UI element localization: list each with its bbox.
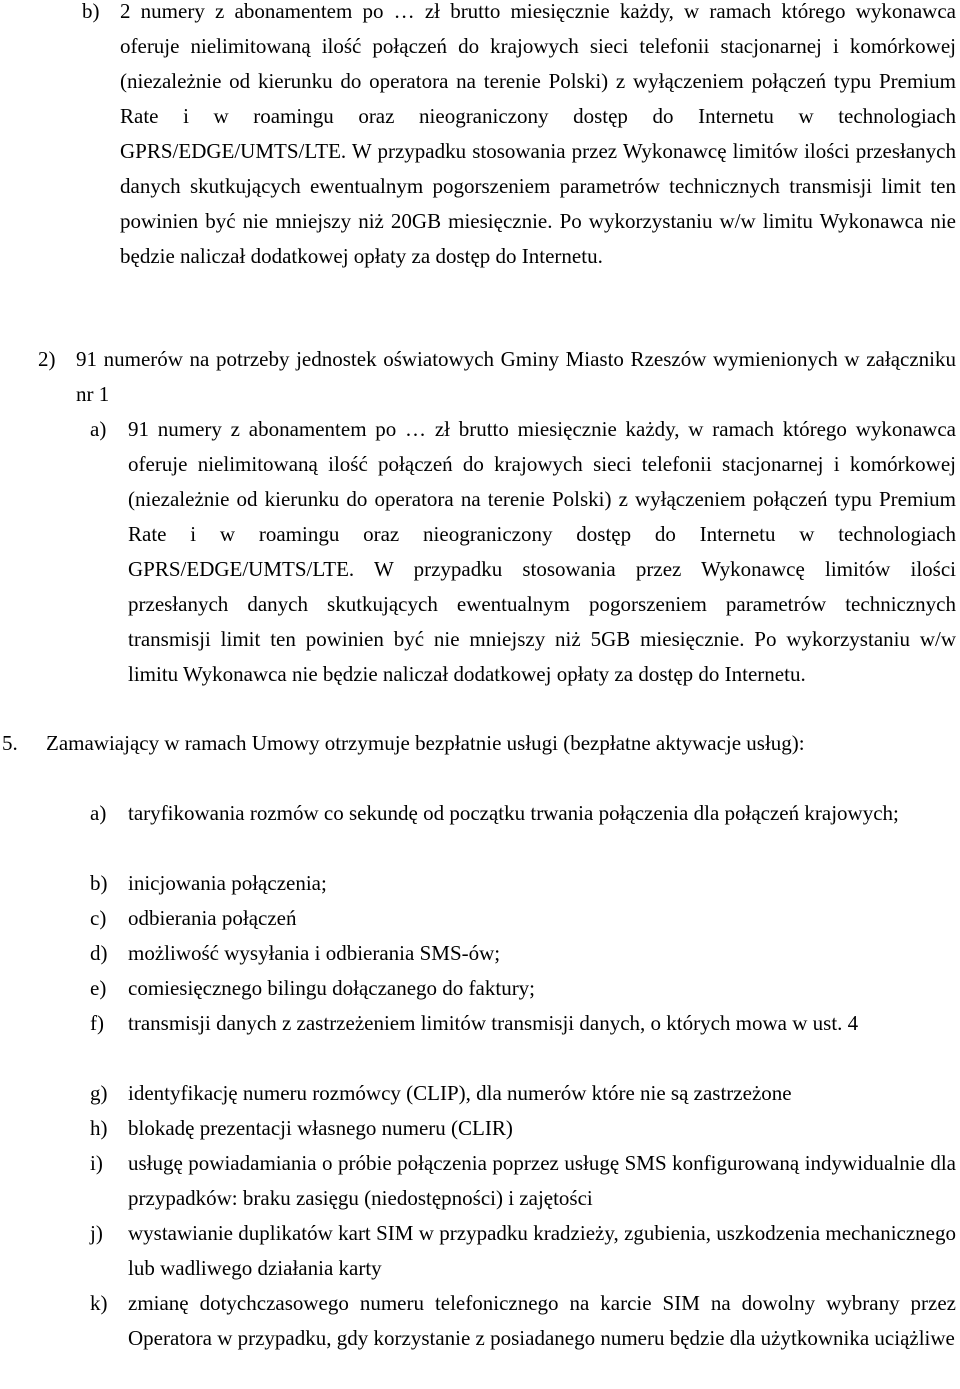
list-marker: a)	[90, 801, 107, 825]
service-item-g	[90, 1076, 956, 1111]
list-item-text: odbierania połączeń	[128, 906, 297, 930]
list-item-text: blokadę prezentacji własnego numeru (CLIR)	[128, 1116, 513, 1140]
list-marker: k)	[90, 1291, 108, 1315]
service-item-h	[90, 1111, 956, 1146]
list-item-text: 91 numerów na potrzeby jednostek oświatowych Gminy Miasto Rzeszów wymienionych w załączniku nr 1	[76, 347, 956, 406]
list-marker: d)	[90, 941, 108, 965]
list-item-text: zmianę dotychczasowego numeru telefonicznego na karcie SIM na dowolny wybrany przez Operatora w przypadku, gdy korzystanie z posiadanego numeru będzie dla użytkownika uciążliwe	[128, 1291, 956, 1350]
list-item-text: 91 numery z abonamentem po … zł brutto miesięcznie każdy, w ramach którego wykonawca oferuje nielimitowaną ilość połączeń do krajowych sieci telefonii stacjonarnej i komórkowej (niezależnie od kierunku do operatora na terenie Polski) z wyłączeniem połączeń typu Premium Rate i w roamingu oraz nieograniczony dostęp do Internetu w technologiach GPRS/EDGE/UMTS/LTE. W przypadku stosowania przez Wykonawcę limitów ilości przesłanych danych skutkujących ewentualnym pogorszeniem parametrów technicznych transmisji limit ten powinien być nie mniejszy niż 5GB miesięcznie. Po wykorzystaniu w/w limitu Wykonawca nie będzie naliczał dodatkowej opłaty za dostęp do Internetu.	[128, 417, 956, 686]
list-item-a-91	[90, 412, 956, 692]
list-marker: b)	[82, 0, 100, 23]
section-text: Zamawiający w ramach Umowy otrzymuje bezpłatnie usługi (bezpłatne aktywacje usług):	[46, 731, 805, 755]
list-item-text: 2 numery z abonamentem po … zł brutto miesięcznie każdy, w ramach którego wykonawca oferuje nielimitowaną ilość połączeń do krajowych sieci telefonii stacjonarnej i komórkowej (niezależnie od kierunku do operatora na terenie Polski) z wyłączeniem połączeń typu Premium Rate i w roamingu oraz nieograniczony dostęp do Internetu w technologiach GPRS/EDGE/UMTS/LTE. W przypadku stosowania przez Wykonawcę limitów ilości przesłanych danych skutkujących ewentualnym pogorszeniem parametrów technicznych transmisji limit ten powinien być nie mniejszy niż 20GB miesięcznie. Po wykorzystaniu w/w limitu Wykonawca nie będzie naliczał dodatkowej opłaty za dostęp do Internetu.	[120, 0, 956, 268]
list-item-b-top	[82, 0, 956, 274]
section-number: 5.	[2, 731, 18, 755]
list-marker: 2)	[38, 347, 56, 371]
list-marker: j)	[90, 1221, 103, 1245]
list-item-text: comiesięcznego bilingu dołączanego do faktury;	[128, 976, 536, 1000]
service-item-f	[90, 1006, 956, 1041]
section-5	[2, 726, 956, 761]
service-item-c	[90, 901, 956, 936]
service-item-d	[90, 936, 956, 971]
list-item-text: inicjowania połączenia;	[128, 871, 327, 895]
list-marker: f)	[90, 1011, 104, 1035]
service-item-b	[90, 866, 956, 901]
list-item-text: transmisji danych z zastrzeżeniem limitów transmisji danych, o których mowa w ust. 4	[128, 1011, 859, 1035]
list-marker: i)	[90, 1151, 103, 1175]
list-marker: e)	[90, 976, 107, 1000]
list-item-text: taryfikowania rozmów co sekundę od początku trwania połączenia dla połączeń krajowych;	[128, 801, 899, 825]
list-marker: b)	[90, 871, 108, 895]
list-marker: a)	[90, 417, 107, 441]
list-marker: c)	[90, 906, 107, 930]
list-marker: g)	[90, 1081, 108, 1105]
list-item-text: możliwość wysyłania i odbierania SMS-ów;	[128, 941, 501, 965]
list-item-text: usługę powiadamiania o próbie połączenia poprzez usługę SMS konfigurowaną indywidualnie dla przypadków: braku zasięgu (niedostępności) i zajętości	[128, 1151, 956, 1210]
service-item-k	[90, 1286, 956, 1356]
list-item-text: identyfikację numeru rozmówcy (CLIP), dla numerów które nie są zastrzeżone	[128, 1081, 792, 1105]
list-marker: h)	[90, 1116, 108, 1140]
service-item-e	[90, 971, 956, 1006]
service-item-j	[90, 1216, 956, 1286]
service-item-a	[90, 796, 956, 831]
list-item-text: wystawianie duplikatów kart SIM w przypadku kradzieży, zgubienia, uszkodzenia mechanicznego lub wadliwego działania karty	[128, 1221, 956, 1280]
list-item-2	[38, 342, 956, 412]
service-item-i	[90, 1146, 956, 1216]
